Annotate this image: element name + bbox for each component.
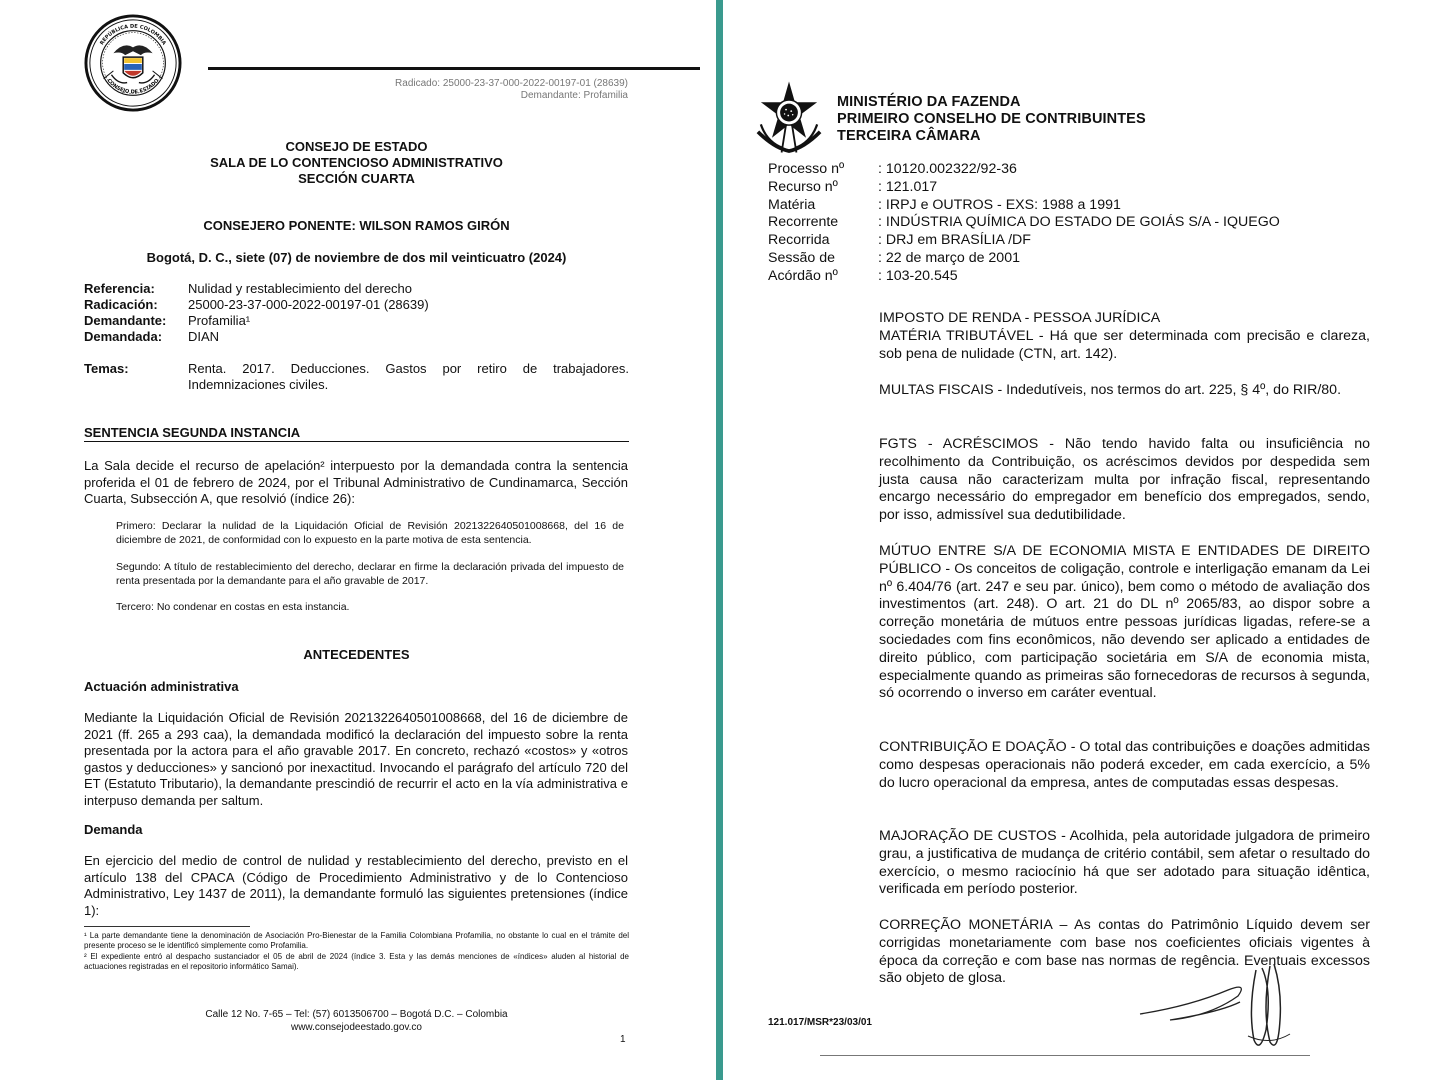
process-label: Acórdão nº [768,267,838,284]
meta-label: Referencia: [84,281,155,296]
intro-paragraph: La Sala decide el recurso de apelación² interpuesto por la demandada contra la sentencia proferida el 01 de febrero de 2024, por el Tribunal Administrativo de Cundinamarca, Sección Cuarta, Subsección A, que resolvió (índice 26): [84,458,628,507]
process-value: : IRPJ e OUTROS - EXS: 1988 a 1991 [878,196,1121,213]
process-value: : 121.017 [878,178,938,195]
actuacion-heading: Actuación administrativa [84,679,239,694]
process-value: : 22 de março de 2001 [878,249,1020,266]
ementa-paragraph: MULTAS FISCAIS - Indedutíveis, nos termos do art. 225, § 4º, do RIR/80. [879,382,1342,398]
radicado-text: Radicado: 25000-23-37-000-2022-00197-01 (28639) [395,78,628,89]
process-row [768,250,1280,268]
ementa-paragraph: FGTS - ACRÉSCIMOS - Não tendo havido falta ou insuficiência no recolhimento da Contribuição, os acréscimos devidos por despedida sem justa causa não caracterizam multa por infração fiscal, representando encargo necessário do empregador em benefício dos empregados, sendo, por isso, admissível sua dedutibilidade. [879,436,1370,524]
temas-value: Renta. 2017. Deducciones. Gastos por retiro de trabajadores. Indemnizaciones civiles. [188,361,629,392]
footer-address: Calle 12 No. 7-65 – Tel: (57) 6013506700 – Bogotá D.C. – Colombia [205,1009,508,1020]
header-rule [208,67,700,70]
svg-text:CONSEJO DE ESTADO: CONSEJO DE ESTADO [105,77,161,96]
page-footer [84,1009,629,1034]
resolved-item: Primero: Declarar la nulidad de la Liquidación Oficial de Revisión 2021322640501008668, del 16 de diciembre de 2021, de conformidad con lo expuesto en la parte motiva de esta sentencia. [116,520,624,546]
process-row [768,197,1280,215]
ministry-header [837,94,1146,145]
handwritten-signature [1130,950,1330,1060]
process-value: : DRJ em BRASÍLIA /DF [878,232,1031,249]
process-label: Recorrente [768,214,839,231]
antecedentes-heading: ANTECEDENTES [303,647,410,662]
ministry-line: PRIMEIRO CONSELHO DE CONTRIBUINTES [837,111,1146,127]
ministry-line: TERCEIRA CÂMARA [837,128,981,144]
brazil-coat-of-arms-icon [752,80,826,154]
left-document-page [0,0,716,1080]
meta-row [84,313,429,329]
actuacion-paragraph: Mediante la Liquidación Oficial de Revisión 2021322640501008668, del 16 de diciembre de 2021 (ff. 265 a 293 caa), la demandada modificó la declaración del impuesto sobre la renta presentada por la actora para el año gravable 2017. En concreto, rechazó «costos» y «otros gastos y deducciones» y sancionó por inexactitud. Invocando el parágrafo del artículo 720 del ET (Estatuto Tributario), la demandante prescindió de recurrir el acto en la vía administrativa e interpuso demanda per saltum. [84,710,628,808]
process-row [768,214,1280,232]
process-row [768,268,1280,286]
process-label: Recurso nº [768,178,838,195]
meta-row [84,297,429,313]
footnote: ¹ La parte demandante tiene la denominación de Asociación Pro-Bienestar de la Familia Colombiana Profamilia, no obstante lo cual en el trámite del presente proceso se le identificó simplemente como Profamilia. [84,931,629,950]
process-row [768,179,1280,197]
svg-text:REPÚBLICA DE COLOMBIA: REPÚBLICA DE COLOMBIA [99,23,167,47]
footnote-rule [84,926,250,927]
court-line: SECCIÓN CUARTA [298,171,415,186]
ementa-paragraph: IMPOSTO DE RENDA - PESSOA JURÍDICA MATÉRIA TRIBUTÁVEL - Há que ser determinada com precisão e clareza, sob pena de nulidade (CTN, art. 142). [879,310,1370,362]
temas-row [84,361,629,393]
process-value: : INDÚSTRIA QUÍMICA DO ESTADO DE GOIÁS S/A - IQUEGO [878,214,1280,231]
meta-row [84,281,429,297]
consejero-ponente: CONSEJERO PONENTE: WILSON RAMOS GIRÓN [203,218,510,233]
process-label: Sessão de [768,249,836,266]
header-radicado [395,78,628,102]
page-number: 1 [620,1034,626,1045]
meta-value: DIAN [188,329,220,344]
meta-label: Demandada: [84,329,163,344]
ministry-line: MINISTÉRIO DA FAZENDA [837,94,1021,110]
meta-label: Radicación: [84,297,158,312]
meta-label: Demandante: [84,313,167,328]
resolved-item: Segundo: A título de restablecimiento del derecho, declarar en firme la declaración privada del impuesto de renta presentada por la demandante para el año gravable de 2017. [116,561,624,587]
meta-value: 25000-23-37-000-2022-00197-01 (28639) [188,297,429,312]
date-line: Bogotá, D. C., siete (07) de noviembre de dos mil veinticuatro (2024) [146,250,567,265]
process-fields [768,161,1280,286]
process-row [768,161,1280,179]
process-value: : 10120.002322/92-36 [878,161,1017,177]
temas-label: Temas: [84,361,129,376]
court-line: CONSEJO DE ESTADO [285,139,428,154]
case-metadata [84,281,429,345]
meta-value: Nulidad y restablecimiento del derecho [188,281,413,296]
ementa-paragraph: CORREÇÃO MONETÁRIA – As contas do Patrimônio Líquido devem ser corrigidas monetariamente com base nos coeficientes oficiais vigentes à época da correção e com base nas normas de regência. Eventuais excessos são objeto de glosa. [879,917,1370,987]
colombia-seal-icon [84,14,182,112]
process-row [768,232,1280,250]
sentencia-heading: SENTENCIA SEGUNDA INSTANCIA [84,425,629,442]
page-divider [716,0,723,1080]
meta-value: Profamilia¹ [188,313,251,328]
footer-website: www.consejodeestado.gov.co [290,1021,422,1033]
ementa-paragraph: CONTRIBUIÇÃO E DOAÇÃO - O total das contribuições e doações admitidas como despesas operacionais não poderá exceder, em cada exercício, a 5% do lucro operacional da empresa, antes de computadas essas despesas. [879,739,1370,791]
ementa-paragraph: MÚTUO ENTRE S/A DE ECONOMIA MISTA E ENTIDADES DE DIREITO PÚBLICO - Os conceitos de coligação, controle e interligação emanam da Lei nº 6.404/76 (art. 247 e seu par. único), bem como o método de avaliação dos investimentos (art. 248). O art. 21 do DL nº 2065/83, ao dispor sobre a correção monetária de mútuos entre pessoas jurídicas ligadas, refere-se a sociedades com fins econômicos, não devendo ser aplicado a entidades de direito público, com participação societária em S/A de economia mista, especialmente quando as primeiras são fornecedoras de recursos à segunda, só ocorrendo o inverso em caráter eventual. [879,543,1370,702]
resolved-item: Tercero: No condenar en costas en esta instancia. [116,601,350,613]
process-value: : 103-20.545 [878,267,958,284]
ementa-paragraph: MAJORAÇÃO DE CUSTOS - Acolhida, pela autoridade julgadora de primeiro grau, a justificativa de mudança de critério contábil, sem afetar o resultado do exercício, o mesmo raciocínio há que ser adotado para situação idêntica, verificada em período posterior. [879,828,1370,898]
process-label: Recorrida [768,232,830,249]
document-footer-code: 121.017/MSR*23/03/01 [768,1017,872,1028]
process-label: Matéria [768,196,816,213]
header-demandante-text: Demandante: Profamilia [520,90,628,101]
bottom-rule [820,1055,1310,1056]
process-label: Processo nº [768,161,845,177]
court-title-block [84,139,629,187]
demanda-paragraph: En ejercicio del medio de control de nulidad y restablecimiento del derecho, previsto en el artículo 138 del CPACA (Código de Procedimiento Administrativo y de lo Contencioso Administrativo, Ley 1437 de 2011), la demandante formuló las siguientes pretensiones (índice 1): [84,853,628,918]
court-line: SALA DE LO CONTENCIOSO ADMINISTRATIVO [210,155,503,170]
meta-row [84,329,429,345]
footnote: ² El expediente entró al despacho sustanciador el 05 de abril de 2024 (índice 3. Esta y las demás menciones de «índices» aluden al historial de actuaciones registradas en el repositorio informático Samai). [84,952,629,971]
demanda-heading: Demanda [84,822,143,837]
